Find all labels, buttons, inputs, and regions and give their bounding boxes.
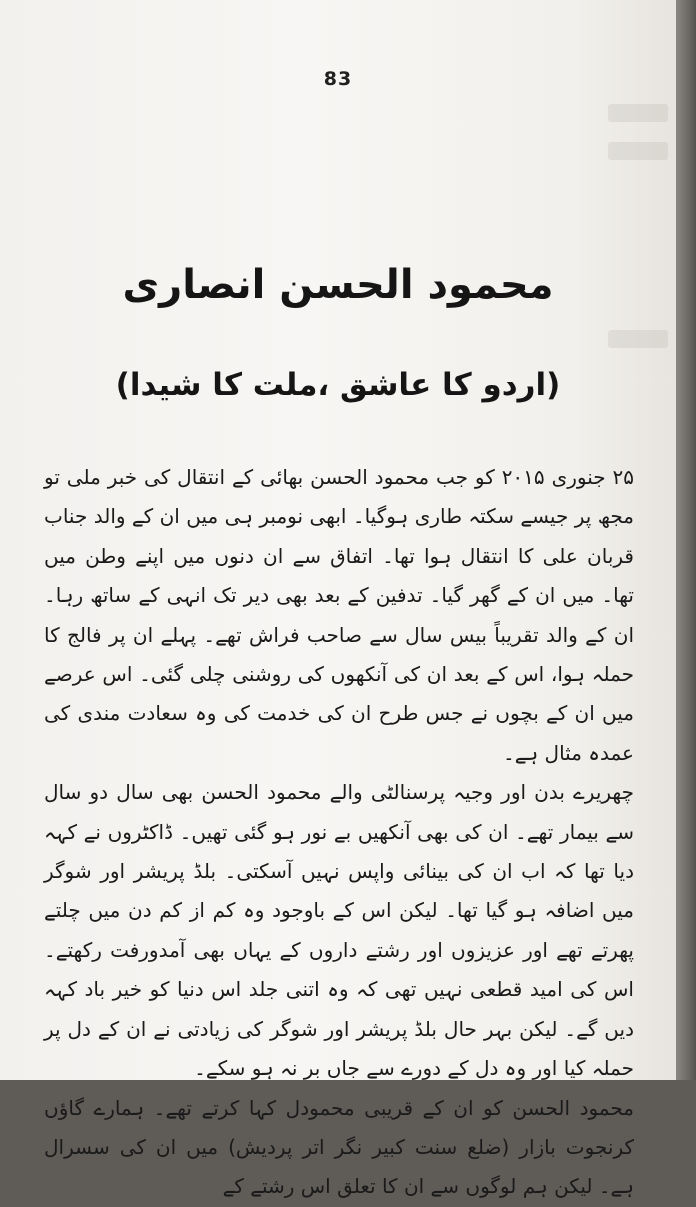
bleed-through-mark bbox=[608, 104, 668, 122]
paragraph: محمود الحسن کو ان کے قریبی محمودل کہا کرتے تھے۔ ہمارے گاؤں کرنجوت بازار (ضلع سنت کبیر نگر اتر پردیش) میں ان کی سسرال ہے۔ لیکن ہم لوگوں سے ان کا تعلق اس رشتے کے bbox=[44, 1095, 634, 1199]
chapter-subtitle: (اردو کا عاشق ،ملت کا شیدا) bbox=[115, 367, 561, 403]
body-text bbox=[44, 458, 634, 1207]
chapter-title: محمود الحسن انصاری bbox=[122, 262, 554, 308]
page-edge bbox=[676, 0, 696, 1080]
bleed-through-mark bbox=[608, 142, 668, 160]
page-number: 83 bbox=[323, 68, 353, 90]
bleed-through-mark bbox=[608, 330, 668, 348]
paragraph: چھریرے بدن اور وجیہ پرسنالٹی والے محمود الحسن بھی سال دو سال سے بیمار تھے۔ ان کی بھی آنکھیں بے نور ہو گئی تھیں۔ ڈاکٹروں نے کہہ دیا تھا کہ اب ان کی بینائی واپس نہیں آسکتی۔ بلڈ پریشر اور شوگر میں اضافہ ہو گیا تھا۔ لیکن اس کے باوجود وہ کم از کم دن میں چلتے پھرتے تھے اور عزیزوں اور رشتے داروں کے یہاں بھی آمدورفت رکھتے۔ اس کی امید قطعی نہیں تھی کہ وہ اتنی جلد اس دنیا کو خیر باد کہہ دیں گے۔ لیکن بہر حال بلڈ پریشر اور شوگر کی زیادتی نے ان کے دل پر حملہ کیا اور وہ دل کے دورے سے جاں بر نہ ہو سکے۔ bbox=[44, 780, 634, 1081]
paragraph: ۲۵ جنوری ۲۰۱۵ کو جب محمود الحسن بھائی کے انتقال کی خبر ملی تو مجھ پر جیسے سکتہ طاری ہوگیا۔ ابھی نومبر ہی میں ان کے والد جناب قربان علی کا انتقال ہوا تھا۔ اتفاق سے ان دنوں میں اپنے وطن میں تھا۔ میں ان کے گھر گیا۔ تدفین کے بعد بھی دیر تک انہی کے ساتھ رہا۔ ان کے والد تقریباً بیس سال سے صاحب فراش تھے۔ پہلے ان پر فالج کا حملہ ہوا، اس کے بعد ان کی آنکھوں کی روشنی چلی گئی۔ اس عرصے میں ان کے بچوں نے جس طرح ان کی خدمت کی وہ سعادت مندی کی عمدہ مثال ہے۔ bbox=[44, 465, 634, 765]
